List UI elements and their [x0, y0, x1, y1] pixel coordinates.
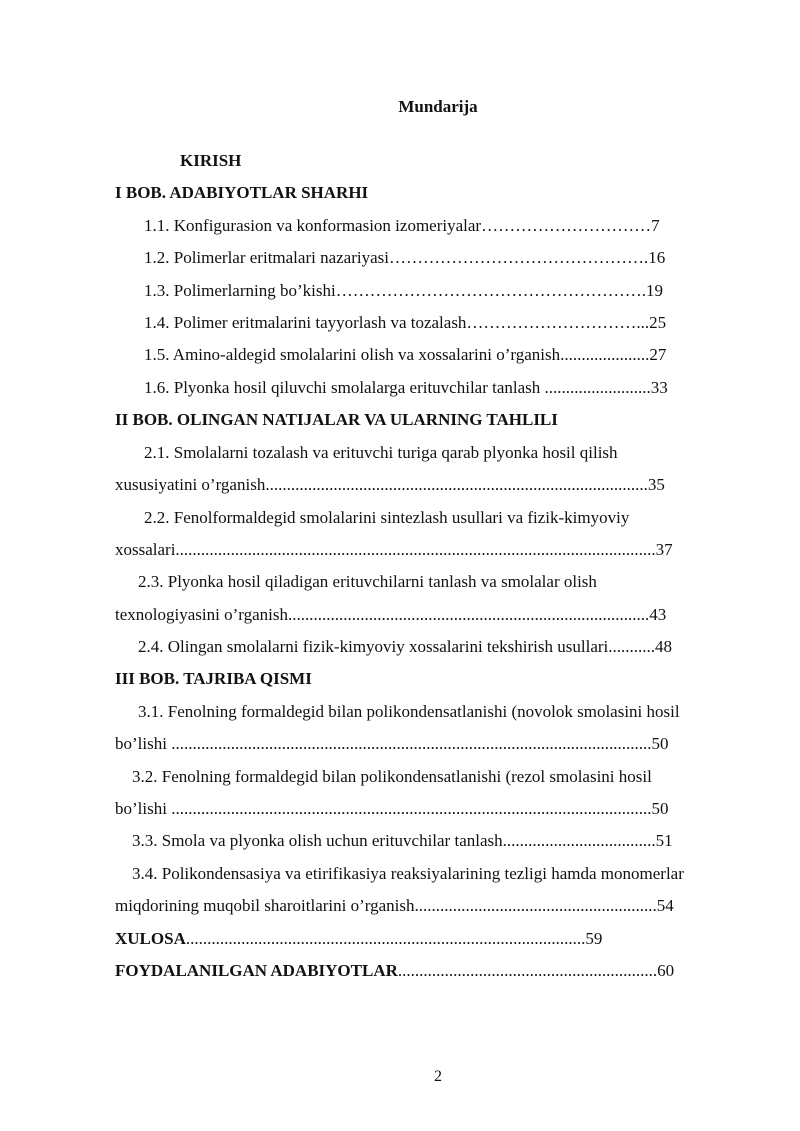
- toc-entry-1-4: 1.4. Polimer eritmalarini tayyorlash va tozalash…………………………...25: [144, 313, 667, 332]
- page-number: 2: [434, 1068, 442, 1085]
- toc-chapter-3: III BOB. TAJRIBA QISMI: [115, 669, 312, 688]
- toc-entry-1-5: 1.5. Amino-aldegid smolalarini olish va xossalarini o’rganish.....................27: [144, 345, 667, 364]
- toc-entry-2-3-cont: texnologiyasini o’rganish.....................................................................................43: [115, 605, 667, 624]
- toc-chapter-1: I BOB. ADABIYOTLAR SHARHI: [115, 183, 369, 202]
- toc-entry-2-1: 2.1. Smolalarni tozalash va erituvchi turiga qarab plyonka hosil qilish: [144, 443, 618, 462]
- toc-entry-1-1: 1.1. Konfigurasion va konformasion izomeriyalar…………………………7: [144, 216, 660, 235]
- toc-xulosa-label: XULOSA: [115, 929, 186, 948]
- toc-chapter-2: II BOB. OLINGAN NATIJALAR VA ULARNING TAHLILI: [115, 410, 558, 429]
- toc-entry-3-2: 3.2. Fenolning formaldegid bilan polikondensatlanishi (rezol smolasini hosil: [132, 767, 652, 786]
- toc-entry-2-2-cont: xossalari.................................................................................................................37: [115, 540, 673, 559]
- toc-entry-3-1-cont: bo’lishi .................................................................................................................50: [115, 734, 669, 753]
- toc-entry-3-4: 3.4. Polikondensasiya va etirifikasiya reaksiyalarining tezligi hamda monomerlar: [132, 864, 684, 883]
- toc-entry-1-2: 1.2. Polimerlar eritmalari nazariyasi……………………………………….16: [144, 248, 666, 267]
- toc-kirish: KIRISH: [180, 151, 242, 170]
- toc-xulosa: [115, 928, 602, 950]
- toc-entry-2-3: 2.3. Plyonka hosil qiladigan erituvchilarni tanlash va smolalar olish: [138, 572, 597, 591]
- toc-entry-1-3: 1.3. Polimerlarning bo’kishi……………………………………………….19: [144, 281, 663, 300]
- toc-references: [115, 960, 674, 982]
- toc-entry-2-1-cont: xususiyatini o’rganish..........................................................................................35: [115, 475, 665, 494]
- toc-references-leader: .............................................................60: [397, 961, 675, 980]
- page-title: Mundarija: [398, 97, 478, 116]
- toc-entry-3-4-cont: miqdorining muqobil sharoitlarini o’rganish.........................................................54: [115, 896, 674, 915]
- toc-entry-3-1: 3.1. Fenolning formaldegid bilan polikondensatlanishi (novolok smolasini hosil: [138, 702, 680, 721]
- toc-entry-1-6: 1.6. Plyonka hosil qiluvchi smolalarga erituvchilar tanlash .........................33: [144, 378, 668, 397]
- toc-entry-3-3: 3.3. Smola va plyonka olish uchun erituvchilar tanlash....................................51: [132, 831, 673, 850]
- toc-entry-2-4: 2.4. Olingan smolalarni fizik-kimyoviy xossalarini tekshirish usullari...........48: [138, 637, 673, 656]
- toc-entry-3-2-cont: bo’lishi .................................................................................................................50: [115, 799, 669, 818]
- toc-references-label: FOYDALANILGAN ADABIYOTLAR: [115, 961, 398, 980]
- toc-xulosa-leader: ..............................................................................................59: [185, 929, 603, 948]
- toc-entry-2-2: 2.2. Fenolformaldegid smolalarini sintezlash usullari va fizik-kimyoviy: [144, 508, 630, 527]
